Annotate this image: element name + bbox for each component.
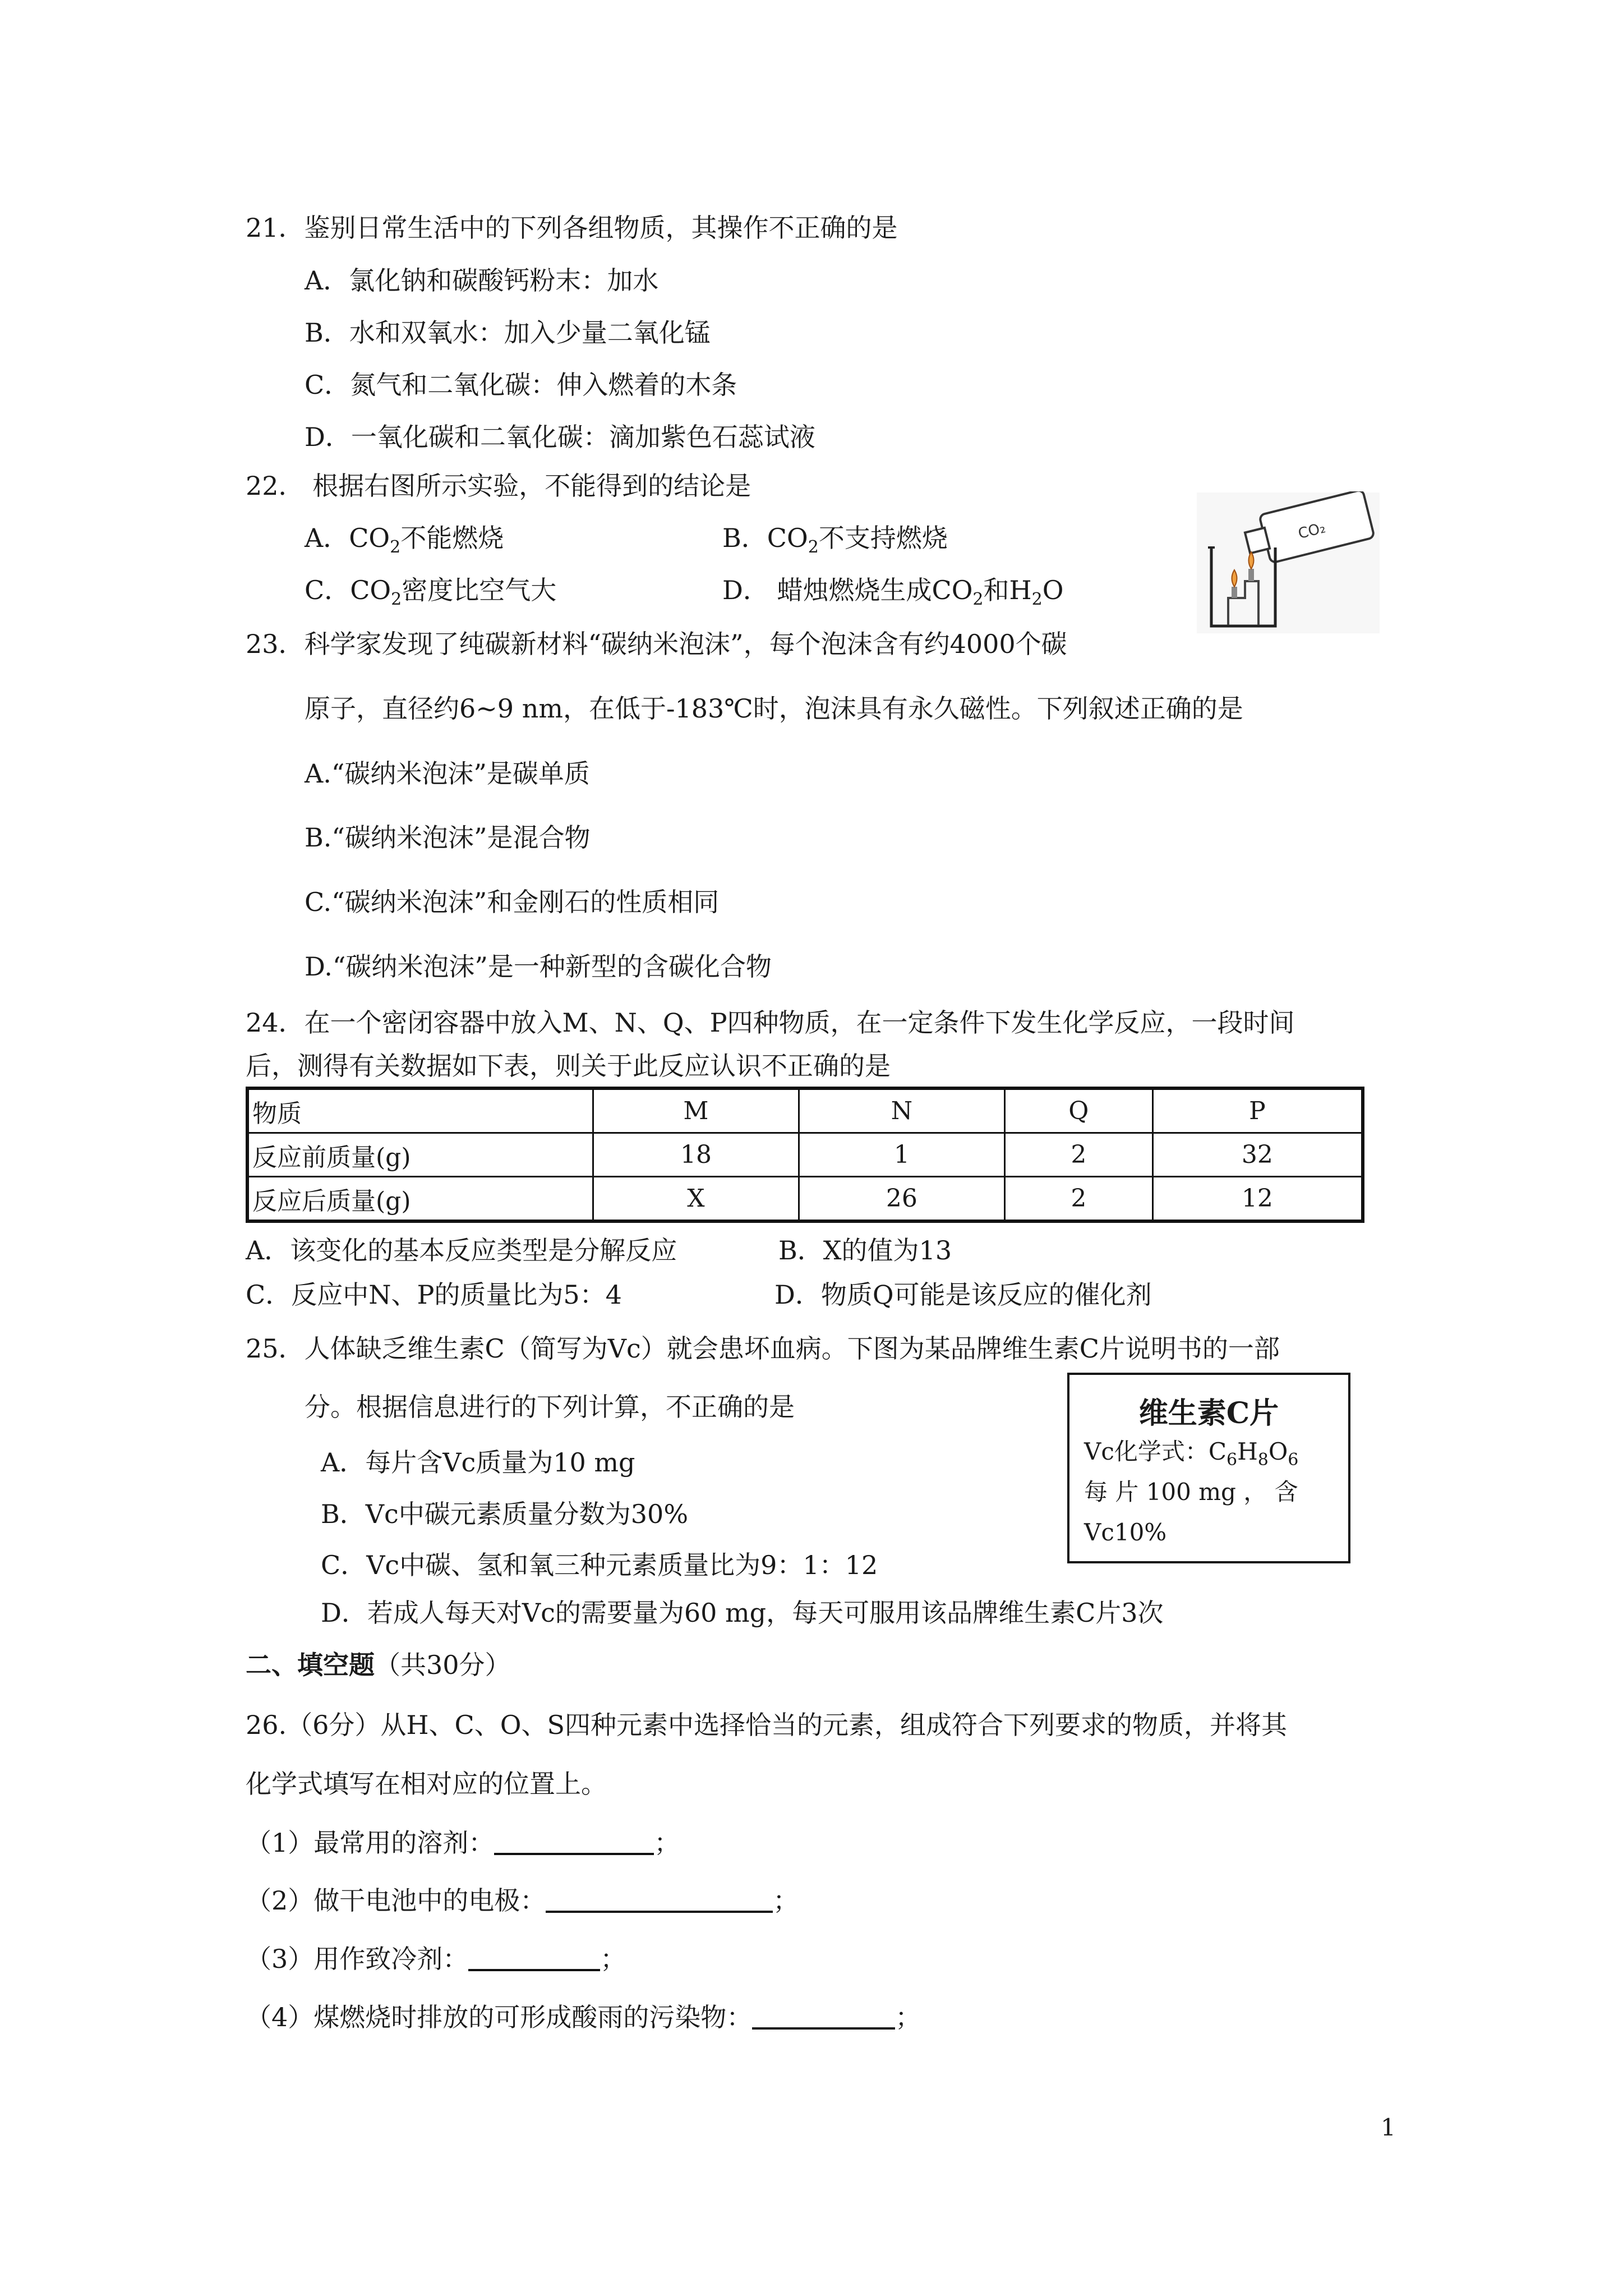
table-cell: 32 bbox=[1152, 1133, 1363, 1177]
reaction-mass-table bbox=[246, 1087, 1364, 1223]
q22-stem: 22． 根据右图所示实验，不能得到的结论是 bbox=[246, 471, 751, 501]
q23-stem-line2: 原子，直径约6~9 nm，在低于-183℃时，泡沫具有永久磁性。下列叙述正确的是 bbox=[305, 693, 1243, 724]
q23-option-d: D.“碳纳米泡沫”是一种新型的含碳化合物 bbox=[305, 951, 772, 982]
table-cell: 反应前质量(g) bbox=[247, 1133, 593, 1177]
q25-option-d: D．若成人每天对Vc的需要量为60 mg，每天可服用该品牌维生素C片3次 bbox=[321, 1598, 1164, 1628]
table-cell: 2 bbox=[1004, 1177, 1152, 1222]
table-cell: Q bbox=[1004, 1088, 1152, 1133]
table-cell: 反应后质量(g) bbox=[247, 1177, 593, 1222]
q25-option-b: B．Vc中碳元素质量分数为30% bbox=[321, 1499, 689, 1529]
section-two-heading: 二、填空题（共30分） bbox=[246, 1650, 511, 1680]
table-cell: 1 bbox=[799, 1133, 1004, 1177]
vitamin-content-line: Vc10% bbox=[1084, 1519, 1167, 1546]
q21-stem: 21．鉴别日常生活中的下列各组物质，其操作不正确的是 bbox=[246, 213, 898, 243]
q26-stem-line1: 26.（6分）从H、C、O、S四种元素中选择恰当的元素，组成符合下列要求的物质，并将其 bbox=[246, 1710, 1287, 1740]
q24-option-b: B．X的值为13 bbox=[778, 1235, 952, 1266]
answer-blank-1[interactable] bbox=[494, 1827, 654, 1855]
page-number: 1 bbox=[1381, 2114, 1396, 2141]
q23-stem-line1: 23．科学家发现了纯碳新材料“碳纳米泡沫”，每个泡沫含有约4000个碳 bbox=[246, 629, 1067, 659]
table-cell: P bbox=[1152, 1088, 1363, 1133]
q22-option-c: C．$CO_2$密度比空气大 bbox=[305, 575, 557, 609]
q25-stem-line1: 25．人体缺乏维生素C（简写为Vc）就会患坏血病。下图为某品牌维生素C片说明书的一部 bbox=[246, 1333, 1280, 1364]
table-cell: 12 bbox=[1152, 1177, 1363, 1222]
q22-option-a: A．$CO_2$不能燃烧 bbox=[305, 523, 504, 557]
q25-option-a: A．每片含Vc质量为10 mg bbox=[321, 1447, 635, 1478]
answer-blank-2[interactable] bbox=[546, 1885, 773, 1913]
table-cell: M bbox=[593, 1088, 799, 1133]
q24-option-d: D．物质Q可能是该反应的催化剂 bbox=[774, 1280, 1152, 1310]
q21-option-d: D．一氧化碳和二氧化碳：滴加紫色石蕊试液 bbox=[305, 422, 815, 452]
vitamin-dose-line: 每 片 100 mg ， 含 bbox=[1084, 1478, 1298, 1506]
q24-option-c: C．反应中N、P的质量比为5：4 bbox=[246, 1280, 622, 1310]
q23-option-c: C.“碳纳米泡沫”和金刚石的性质相同 bbox=[305, 887, 720, 917]
vitamin-box-title: 维生素C片 bbox=[1138, 1396, 1279, 1430]
q23-option-b: B.“碳纳米泡沫”是混合物 bbox=[305, 822, 591, 853]
table-cell: 26 bbox=[799, 1177, 1004, 1222]
table-cell: N bbox=[799, 1088, 1004, 1133]
q26-item-2: （2）做干电池中的电极： ； bbox=[246, 1885, 799, 1916]
table-cell: 物质 bbox=[247, 1088, 593, 1133]
q24-stem-line1: 24．在一个密闭容器中放入M、N、Q、P四种物质，在一定条件下发生化学反应，一段时间 bbox=[246, 1007, 1295, 1038]
q22-option-d: D． 蜡烛燃烧生成$CO_2$和$H_2O$ bbox=[722, 575, 1064, 609]
q24-option-a: A．该变化的基本反应类型是分解反应 bbox=[246, 1235, 677, 1266]
q21-option-b: B．水和双氧水：加入少量二氧化锰 bbox=[305, 318, 711, 348]
q26-item-1: （1）最常用的溶剂： ； bbox=[246, 1828, 680, 1858]
q25-stem-line2: 分。根据信息进行的下列计算，不正确的是 bbox=[305, 1392, 795, 1422]
q24-stem-line2: 后，测得有关数据如下表，则关于此反应认识不正确的是 bbox=[246, 1051, 891, 1081]
q21-option-a: A．氯化钠和碳酸钙粉末：加水 bbox=[305, 265, 659, 296]
q23-option-a: A.“碳纳米泡沫”是碳单质 bbox=[305, 758, 590, 789]
vitamin-c-label-box bbox=[1067, 1373, 1350, 1563]
table-cell: 2 bbox=[1004, 1133, 1152, 1177]
table-cell: X bbox=[593, 1177, 799, 1222]
q26-item-3: （3）用作致冷剂： ； bbox=[246, 1944, 626, 1974]
vitamin-formula: Vc化学式：$C_6H_8O_6$ bbox=[1084, 1438, 1299, 1470]
q26-item-4: （4）煤燃烧时排放的可形成酸雨的污染物： ； bbox=[246, 2002, 921, 2032]
co2-label: CO₂ bbox=[1296, 519, 1327, 543]
table-cell: 18 bbox=[593, 1133, 799, 1177]
table-header-row bbox=[247, 1088, 1363, 1133]
table-row bbox=[247, 1133, 1363, 1177]
answer-blank-3[interactable] bbox=[468, 1943, 600, 1971]
answer-blank-4[interactable] bbox=[752, 2001, 895, 2030]
q21-option-c: C．氮气和二氧化碳：伸入燃着的木条 bbox=[305, 370, 737, 400]
q25-option-c: C．Vc中碳、氢和氧三种元素质量比为9：1：12 bbox=[321, 1550, 878, 1580]
table-row bbox=[247, 1177, 1363, 1222]
q22-option-b: B．$CO_2$不支持燃烧 bbox=[722, 523, 948, 557]
q26-stem-line2: 化学式填写在相对应的位置上。 bbox=[246, 1769, 607, 1799]
co2-pouring-beaker-figure bbox=[1196, 491, 1381, 634]
